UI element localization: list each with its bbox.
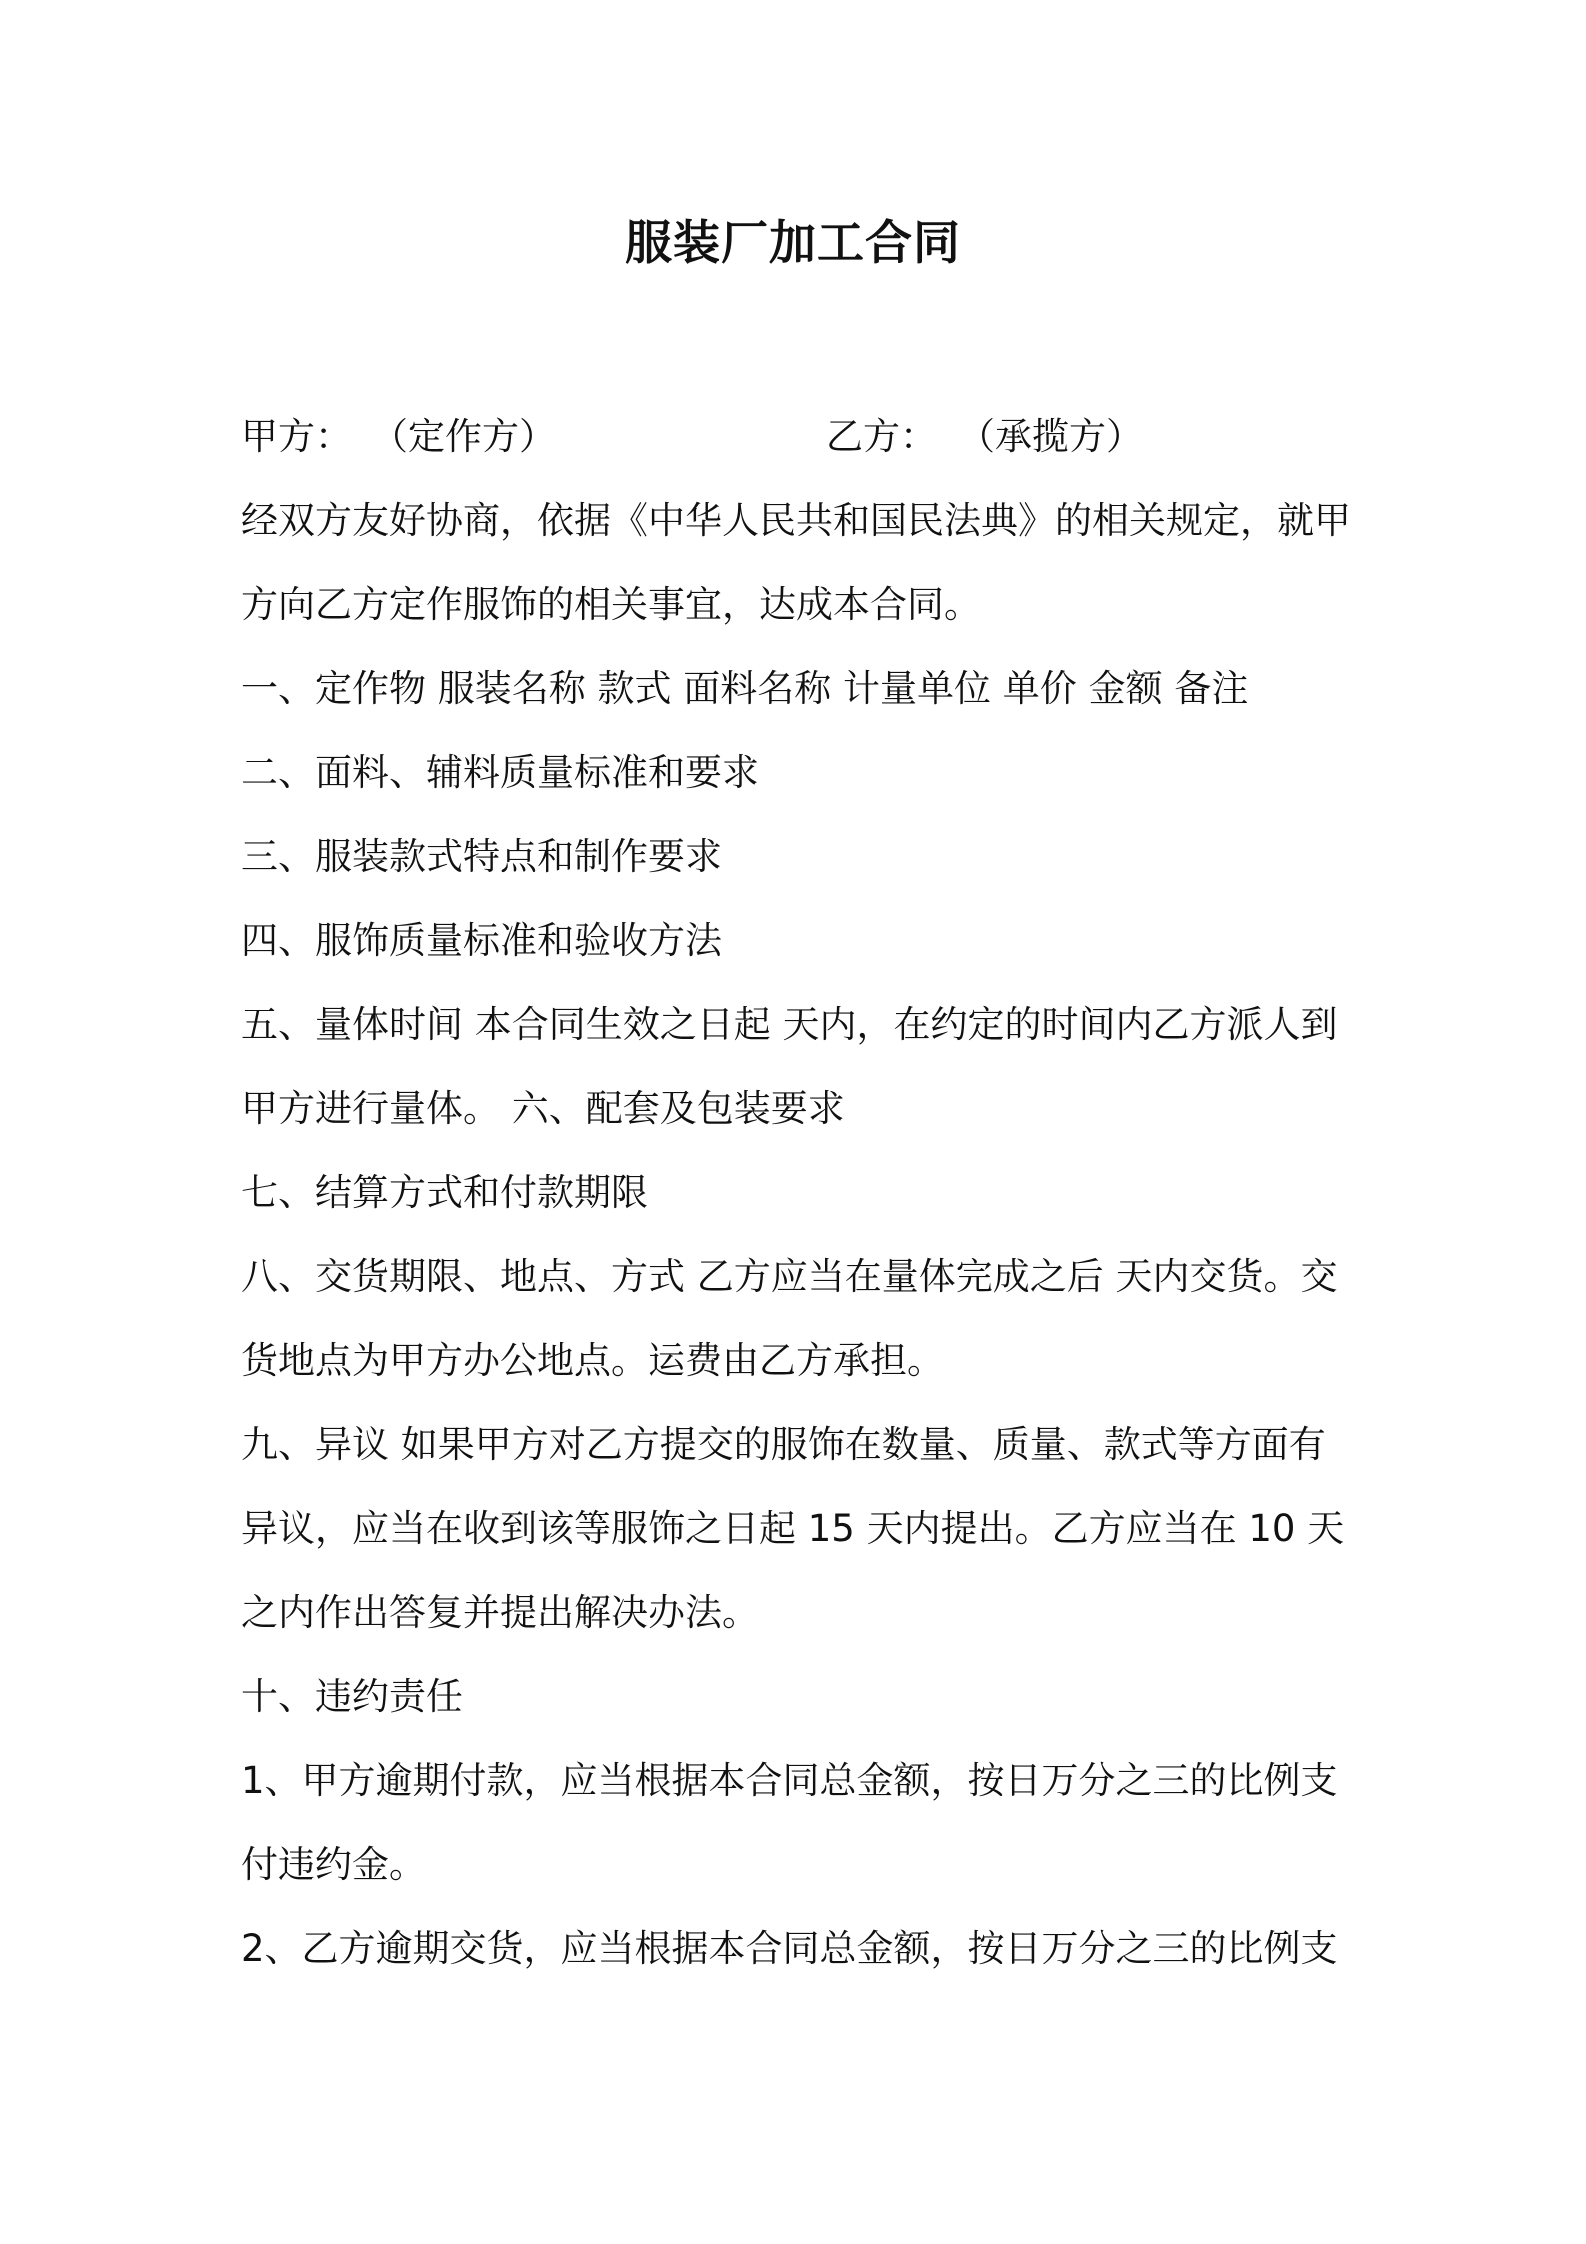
contract-line: 五、量体时间 本合同生效之日起 天内，在约定的时间内乙方派人到 xyxy=(241,1003,1338,1046)
parties-line xyxy=(241,412,1353,462)
party-b-role: （承揽方） xyxy=(958,415,1143,458)
contract-line: 异议，应当在收到该等服饰之日起 15 天内提出。乙方应当在 10 天 xyxy=(241,1507,1345,1550)
contract-line: 四、服饰质量标准和验收方法 xyxy=(241,919,722,962)
document-title: 服装厂加工合同 xyxy=(625,216,961,271)
contract-line: 经双方友好协商，依据《中华人民共和国民法典》的相关规定，就甲 xyxy=(241,499,1351,542)
contract-line: 二、面料、辅料质量标准和要求 xyxy=(241,751,759,794)
contract-line: 九、异议 如果甲方对乙方提交的服饰在数量、质量、款式等方面有 xyxy=(241,1423,1326,1466)
contract-line: 货地点为甲方办公地点。运费由乙方承担。 xyxy=(241,1339,944,1382)
party-a-role: （定作方） xyxy=(371,415,556,458)
contract-line: 甲方进行量体。 六、配套及包装要求 xyxy=(241,1087,845,1130)
contract-line: 之内作出答复并提出解决办法。 xyxy=(241,1591,759,1634)
contract-line: 付违约金。 xyxy=(241,1843,426,1886)
party-a-label: 甲方： xyxy=(241,415,352,458)
contract-line: 方向乙方定作服饰的相关事宜，达成本合同。 xyxy=(241,583,981,626)
contract-line: 2、乙方逾期交货，应当根据本合同总金额，按日万分之三的比例支 xyxy=(241,1927,1338,1970)
contract-line: 七、结算方式和付款期限 xyxy=(241,1171,648,1214)
contract-line: 十、违约责任 xyxy=(241,1675,463,1718)
contract-line: 一、定作物 服装名称 款式 面料名称 计量单位 单价 金额 备注 xyxy=(241,667,1249,710)
party-b-label: 乙方： xyxy=(826,415,937,458)
contract-line: 八、交货期限、地点、方式 乙方应当在量体完成之后 天内交货。交 xyxy=(241,1255,1338,1298)
contract-line: 三、服装款式特点和制作要求 xyxy=(241,835,722,878)
contract-line: 1、甲方逾期付款，应当根据本合同总金额，按日万分之三的比例支 xyxy=(241,1759,1338,1802)
